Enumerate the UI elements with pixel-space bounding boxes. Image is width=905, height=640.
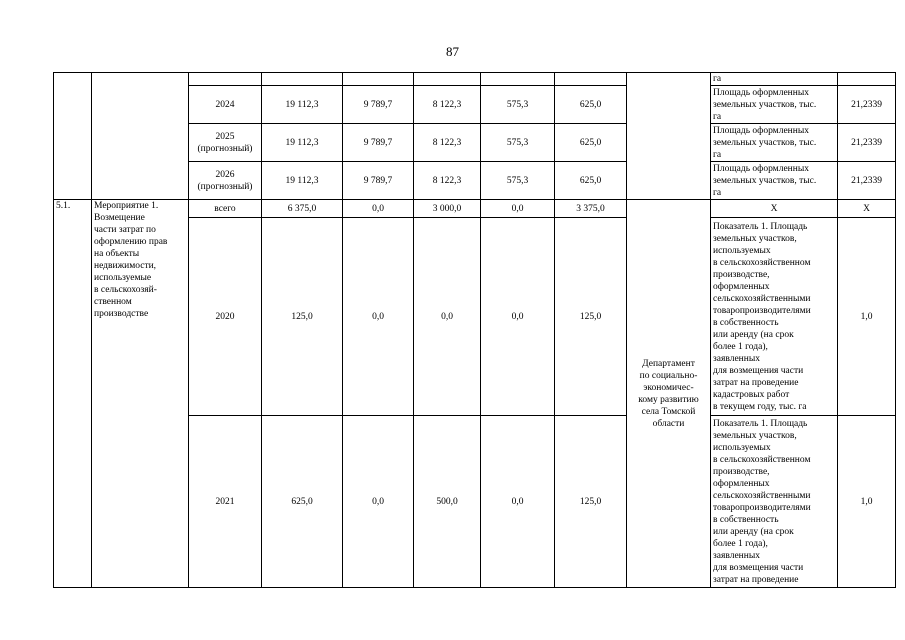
value-cell: 8 122,3 [414, 86, 481, 124]
total-cell: 625,0 [262, 416, 343, 588]
year-cell: 2020 [189, 218, 262, 416]
indicator-value-cell: 21,2339 [838, 86, 896, 124]
measure-name: Мероприятие 1. Возмещение части затрат по оформлению прав на объекты недвижимости, используемые в сельскохозяй- ственном производстве [92, 200, 189, 588]
indicator-cell: Площадь оформленных земельных участков, тыс. га [711, 86, 838, 124]
indicator-cell: га [711, 73, 838, 86]
indicator-value-cell: 1,0 [838, 416, 896, 588]
value-cell: 0,0 [343, 218, 414, 416]
indicator-cell: Площадь оформленных земельных участков, тыс. га [711, 162, 838, 200]
value-cell: 8 122,3 [414, 162, 481, 200]
value-cell: 9 789,7 [343, 162, 414, 200]
value-cell: 0,0 [481, 218, 555, 416]
total-cell: 125,0 [262, 218, 343, 416]
value-cell: 625,0 [555, 124, 627, 162]
year-cell: 2026 (прогнозный) [189, 162, 262, 200]
indicator-cell: Площадь оформленных земельных участков, тыс. га [711, 124, 838, 162]
indicator-value-cell: 1,0 [838, 218, 896, 416]
indicator-value-cell: 21,2339 [838, 162, 896, 200]
value-cell: 9 789,7 [343, 124, 414, 162]
name-cell-empty [92, 73, 189, 200]
value-cell: 575,3 [481, 162, 555, 200]
value-cell: 3 375,0 [555, 200, 627, 218]
page-number: 87 [446, 44, 459, 59]
table-row [54, 73, 896, 86]
year-cell: 2024 [189, 86, 262, 124]
value-cell: 0,0 [343, 200, 414, 218]
total-cell: 19 112,3 [262, 86, 343, 124]
value-cell: 8 122,3 [414, 124, 481, 162]
value-cell: 3 000,0 [414, 200, 481, 218]
value-cell: 575,3 [481, 124, 555, 162]
value-cell: 0,0 [481, 200, 555, 218]
value-cell: 0,0 [414, 218, 481, 416]
value-cell: 500,0 [414, 416, 481, 588]
measure-number: 5.1. [54, 200, 92, 588]
year-cell: всего [189, 200, 262, 218]
program-table [53, 72, 896, 588]
value-cell: 0,0 [343, 416, 414, 588]
indicator-cell: X [711, 200, 838, 218]
number-cell-empty [54, 73, 92, 200]
year-cell: 2025 (прогнозный) [189, 124, 262, 162]
indicator-cell: Показатель 1. Площадь земельных участков, используемых в сельскохозяйственном производстве, оформленных сельскохозяйственными товаропроизводителями в собственность или аренду (на срок более 1 года), заявленных для возмещения части затрат на проведение [711, 416, 838, 588]
indicator-value-cell: X [838, 200, 896, 218]
executor-cell-empty [627, 73, 711, 200]
total-cell: 19 112,3 [262, 124, 343, 162]
total-cell: 6 375,0 [262, 200, 343, 218]
value-cell: 625,0 [555, 162, 627, 200]
value-cell: 0,0 [481, 416, 555, 588]
value-cell: 575,3 [481, 86, 555, 124]
value-cell: 625,0 [555, 86, 627, 124]
indicator-cell: Показатель 1. Площадь земельных участков, используемых в сельскохозяйственном производстве, оформленных сельскохозяйственными товаропроизводителями в собственность или аренду (на срок более 1 года), заявленных для возмещения части затрат на проведение кадастровых работ в текущем году, тыс. га [711, 218, 838, 416]
value-cell: 125,0 [555, 218, 627, 416]
total-cell: 19 112,3 [262, 162, 343, 200]
table-row [54, 200, 896, 218]
year-cell: 2021 [189, 416, 262, 588]
executor-cell: Департамент по социально- экономичес- кому развитию села Томской области [627, 200, 711, 588]
value-cell: 125,0 [555, 416, 627, 588]
indicator-value-cell: 21,2339 [838, 124, 896, 162]
value-cell: 9 789,7 [343, 86, 414, 124]
